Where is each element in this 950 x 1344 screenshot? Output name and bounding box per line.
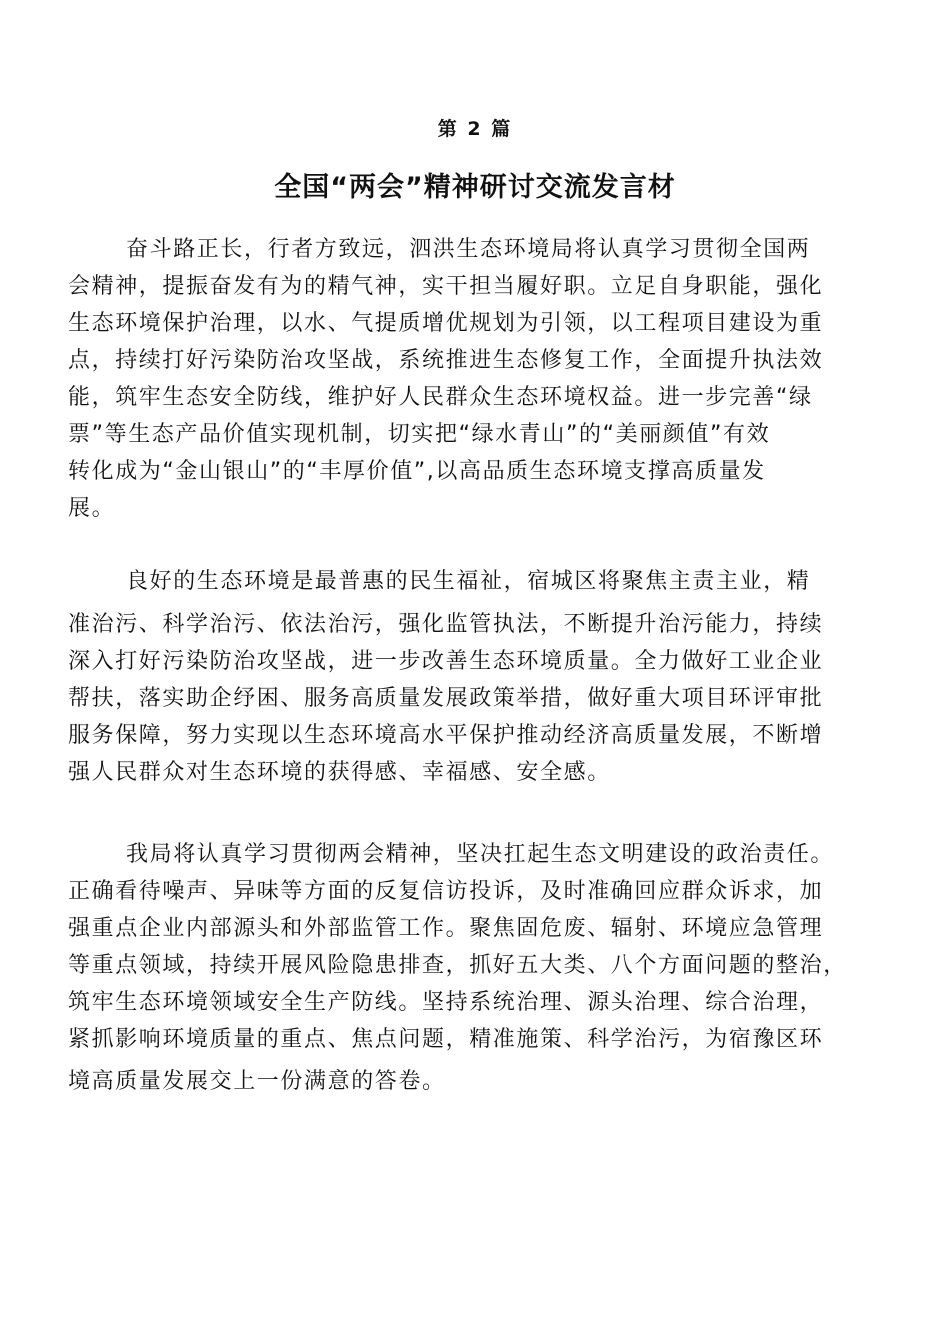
document-title: 全国“两会”精神研讨交流发言材 — [274, 172, 676, 203]
paragraph-line: 强重点企业内部源头和外部监管工作。聚焦固危废、辐射、环境应急管理 — [68, 916, 824, 941]
paragraph-line: 强人民群众对生态环境的获得感、幸福感、安全感。 — [68, 760, 611, 785]
paragraph-line: 点，持续打好污染防治攻坚战，系统推进生态修复工作，全面提升执法效 — [68, 348, 824, 373]
paragraph-line: 生态环境保护治理，以水、气提质增优规划为引领，以工程项目建设为重 — [68, 311, 824, 336]
part-label: 第 2 篇 — [437, 118, 513, 140]
paragraph-line: 良好的生态环境是最普惠的民生福祉，宿城区将聚焦主责主业，精 — [126, 569, 811, 594]
paragraph-line: 转化成为“金山银山”的“丰厚价值”,以高品质生态环境支撑高质量发 — [68, 459, 766, 484]
paragraph-line: 正确看待噪声、异味等方面的反复信访投诉，及时准确回应群众诉求，加 — [68, 879, 824, 904]
paragraph-line: 帮扶，落实助企纾困、服务高质量发展政策举措，做好重大项目环评审批 — [68, 686, 824, 711]
paragraph-line: 服务保障，努力实现以生态环境高水平保护推动经济高质量发展，不断增 — [68, 723, 824, 748]
paragraph-line: 深入打好污染防治攻坚战，进一步改善生态环境质量。全力做好工业企业 — [68, 649, 824, 674]
paragraph-line: 展。 — [68, 496, 116, 521]
paragraph-line: 能，筑牢生态安全防线，维护好人民群众生态环境权益。进一步完善“绿 — [68, 385, 813, 410]
paragraph-line: 票”等生态产品价值实现机制，切实把“绿水青山”的“美丽颜值”有效 — [68, 422, 771, 447]
paragraph-line: 紧抓影响环境质量的重点、焦点问题，精准施策、科学治污，为宿豫区环 — [68, 1027, 824, 1052]
paragraph-line: 准治污、科学治污、依法治污，强化监管执法，不断提升治污能力，持续 — [68, 612, 824, 637]
paragraph-line: 等重点领域，持续开展风险隐患排查，抓好五大类、八个方面问题的整治， — [68, 953, 847, 978]
paragraph-line: 筑牢生态环境领域安全生产防线。坚持系统治理、源头治理、综合治理， — [68, 990, 824, 1015]
paragraph-line: 会精神，提振奋发有为的精气神，实干担当履好职。立足自身职能，强化 — [68, 274, 824, 299]
paragraph-line: 奋斗路正长，行者方致远，泗洪生态环境局将认真学习贯彻全国两 — [126, 237, 811, 262]
paragraph-line: 我局将认真学习贯彻两会精神，坚决扛起生态文明建设的政治责任。 — [126, 842, 835, 867]
paragraph-line: 境高质量发展交上一份满意的答卷。 — [68, 1069, 446, 1094]
